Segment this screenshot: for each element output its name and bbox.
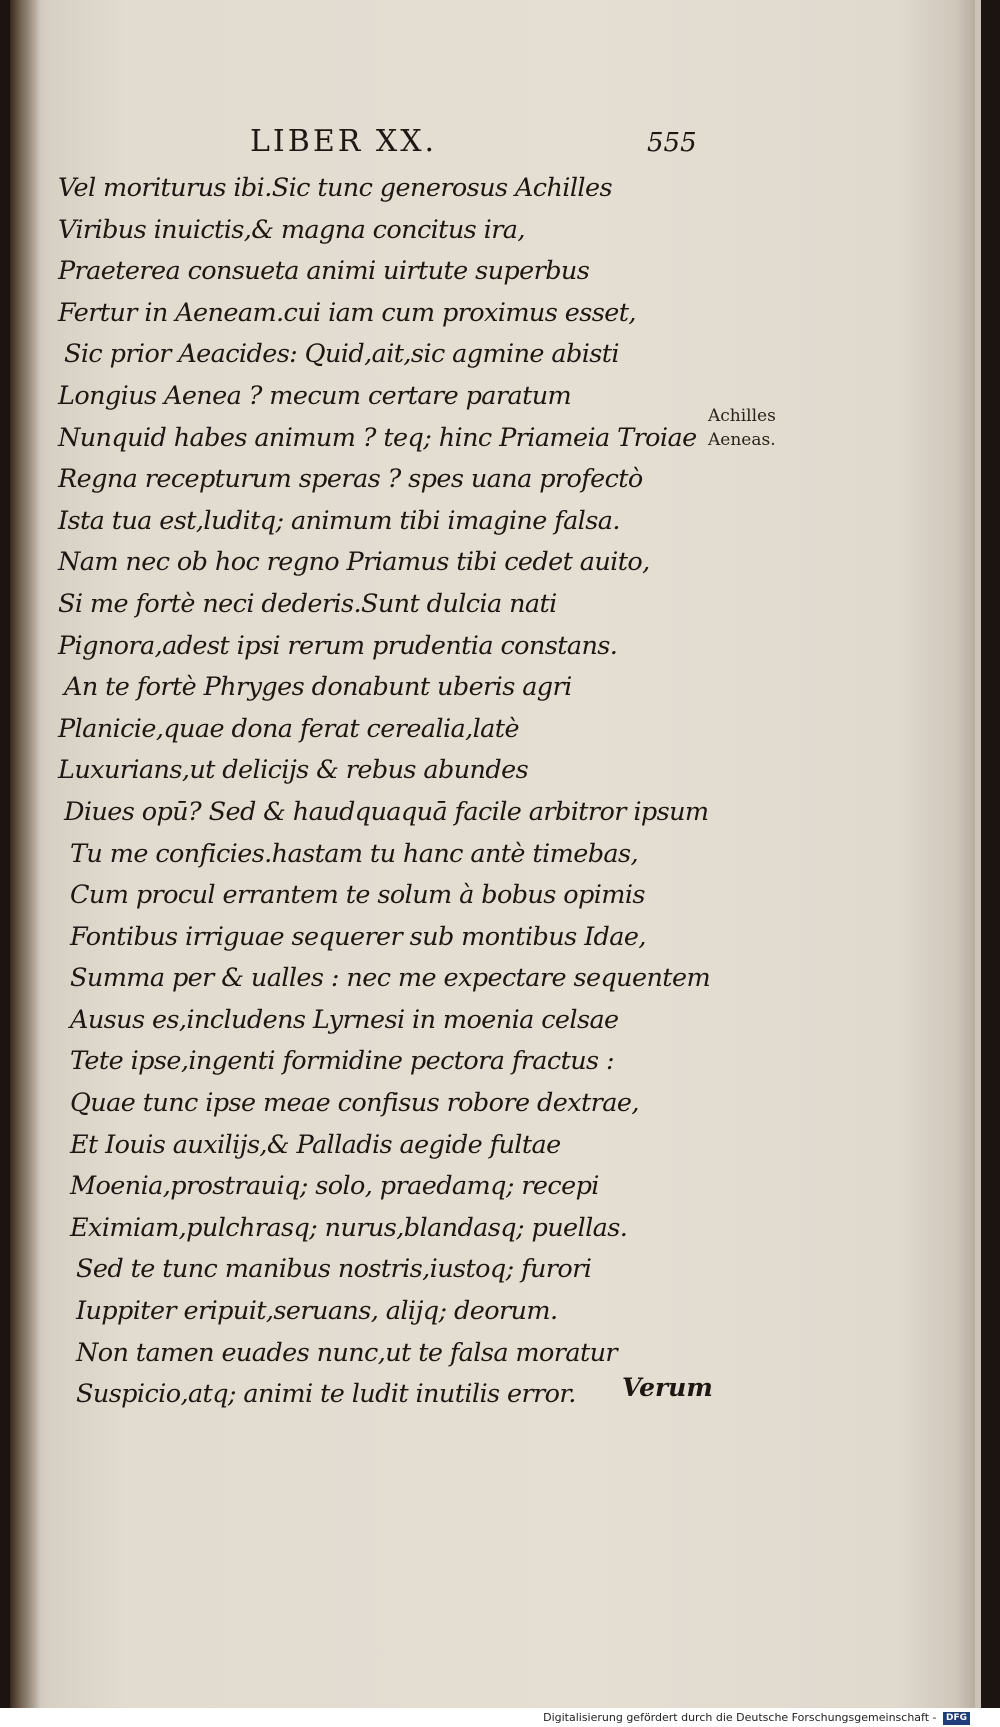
verse-line: Quae tunc ipse meae confisus robore dextrae,	[70, 1088, 639, 1119]
verse-line: Pignora,adest ipsi rerum prudentia constans.	[58, 630, 618, 661]
verse-line: Ista tua est,luditq; animum tibi imagine falsa.	[58, 505, 620, 536]
marginal-note-line: Achilles	[708, 406, 776, 426]
page-number: 555	[647, 128, 697, 158]
verse-line: Sic prior Aeacides: Quid,ait,sic agmine abisti	[64, 339, 619, 370]
verse-line: Si me fortè neci dederis.Sunt dulcia nati	[58, 588, 557, 619]
verse-line: Suspicio,atq; animi te ludit inutilis error.	[76, 1379, 576, 1410]
dfg-logo-icon: DFG	[943, 1712, 970, 1725]
verse-line: Cum procul errantem te solum à bobus opimis	[70, 880, 645, 911]
verse-line: An te fortè Phryges donabunt uberis agri	[64, 672, 572, 703]
verse-line: Luxurians,ut delicijs & rebus abundes	[58, 755, 529, 786]
verse-line: Tu me conficies.hastam tu hanc antè timebas,	[70, 838, 639, 869]
verse-block	[58, 168, 711, 1416]
verse-line: Iuppiter eripuit,seruans, alijq; deorum.	[76, 1296, 558, 1327]
running-head: LIBER XX.	[250, 124, 438, 159]
verse-line: Viribus inuictis,& magna concitus ira,	[58, 214, 525, 245]
verse-line: Diues opū? Sed & haudquaquā facile arbitror ipsum	[64, 796, 709, 827]
verse-line: Eximiam,pulchrasq; nurus,blandasq; puellas.	[70, 1212, 628, 1243]
verse-line: Regna recepturum speras ? spes uana profectò	[58, 464, 643, 495]
verse-line: Nunquid habes animum ? teq; hinc Priameia Troiae	[58, 422, 697, 453]
verse-line: Et Iouis auxilijs,& Palladis aegide fultae	[70, 1129, 561, 1160]
verse-line: Tete ipse,ingenti formidine pectora fractus :	[70, 1046, 615, 1077]
marginal-note-line: Aeneas.	[708, 430, 776, 450]
verse-line: Fontibus irriguae sequerer sub montibus Idae,	[70, 921, 646, 952]
verse-line: Nam nec ob hoc regno Priamus tibi cedet auito,	[58, 547, 650, 578]
verse-line: Summa per & ualles : nec me expectare sequentem	[70, 963, 711, 994]
verse-line: Sed te tunc manibus nostris,iustoq; furori	[76, 1254, 592, 1285]
footer-credit-text: Digitalisierung gefördert durch die Deutsche Forschungsgemeinschaft -	[543, 1711, 937, 1724]
verse-line: Moenia,prostrauiq; solo, praedamq; recepi	[70, 1171, 599, 1202]
verse-line: Vel moriturus ibi.Sic tunc generosus Achilles	[58, 173, 612, 203]
verse-line: Planicie,quae dona ferat cerealia,latè	[58, 713, 519, 744]
catchword: Verum	[622, 1373, 713, 1402]
verse-line: Fertur in Aeneam.cui iam cum proximus esset,	[58, 297, 636, 328]
verse-line: Praeterea consueta animi uirtute superbus	[58, 256, 590, 287]
gutter-shadow	[10, 0, 40, 1727]
footer-credit	[543, 1711, 970, 1725]
verse-line: Non tamen euades nunc,ut te falsa moratur	[76, 1337, 618, 1368]
verse-line: Longius Aenea ? mecum certare paratum	[58, 380, 572, 411]
verse-line: Ausus es,includens Lyrnesi in moenia celsae	[70, 1004, 619, 1035]
marginal-note	[708, 404, 776, 452]
